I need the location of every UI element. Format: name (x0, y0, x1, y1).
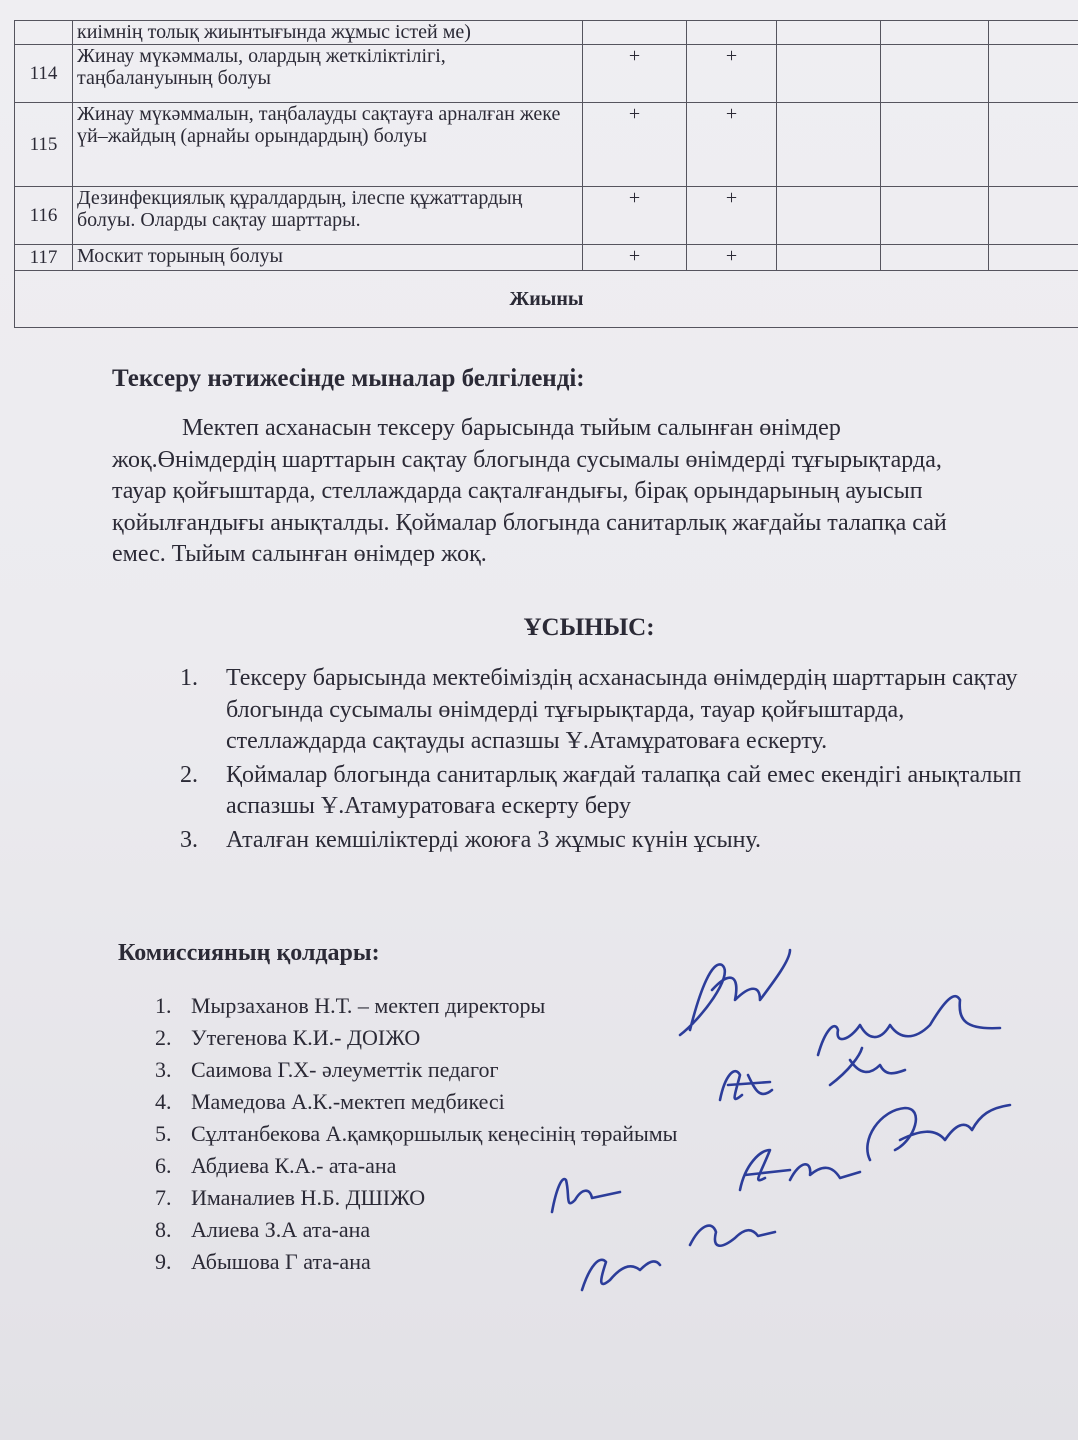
item-number: 3. (180, 826, 198, 853)
item-text: Қоймалар блогында санитарлық жағдай талапқа сай емес екендігі анықталып аспазшы Ұ.Атамуратоваға ескерту беру (226, 761, 1022, 819)
list-item (155, 1022, 875, 1054)
row-mark: + (583, 187, 687, 245)
member-name: Утегенова К.И.- ДОІЖО (191, 1025, 421, 1050)
inspection-table (14, 20, 1078, 328)
item-number: 2. (155, 1025, 172, 1050)
row-mark (989, 103, 1078, 187)
item-number: 2. (180, 761, 198, 788)
row-mark (881, 245, 989, 271)
list-item (155, 1214, 875, 1246)
list-item (155, 1150, 875, 1182)
list-item (155, 1246, 875, 1278)
list-item (180, 760, 1040, 823)
row-mark (583, 21, 687, 45)
table-row (15, 21, 1078, 45)
member-name: Алиева З.А ата-ана (191, 1217, 371, 1242)
item-number: 1. (180, 665, 198, 691)
list-item (155, 990, 875, 1022)
member-name: Саимова Г.Х- әлеуметтік педагог (191, 1057, 499, 1082)
list-item (180, 663, 1040, 758)
item-number: 5. (155, 1121, 172, 1146)
row-number: 116 (15, 187, 73, 245)
table-row (15, 45, 1078, 103)
table-row (15, 103, 1078, 187)
item-number: 1. (155, 993, 172, 1018)
row-mark (687, 21, 777, 45)
row-mark (881, 187, 989, 245)
list-item (180, 825, 1040, 857)
list-item (155, 1182, 875, 1214)
recommendations-heading: ҰСЫНЫС: (523, 614, 655, 641)
row-mark: + (687, 187, 777, 245)
member-name: Мамедова А.К.-мектеп медбикесі (191, 1089, 505, 1114)
row-number: 117 (15, 245, 73, 271)
table-row (15, 245, 1078, 271)
row-mark: + (687, 45, 777, 103)
signature-mark (867, 1105, 1010, 1160)
item-number: 8. (155, 1217, 172, 1242)
findings-heading: Тексеру нәтижесінде мыналар белгіленді: (112, 365, 585, 392)
member-name: Абышова Г ата-ана (191, 1249, 371, 1274)
signatures-heading: Комиссияның қолдары: (118, 940, 380, 966)
item-text: Тексеру барысында мектебіміздің асханасында өнімдердің шарттарын сақтау блогында сусымалы өнімдерді тұғырықтарда, тауар қойғыштарда, стеллаждарда сақтауды аспазшы Ұ.Атамұратоваға ескерту. (226, 665, 1018, 754)
row-mark (989, 187, 1078, 245)
row-mark (777, 187, 881, 245)
row-mark (881, 103, 989, 187)
list-item (155, 1054, 875, 1086)
row-mark (989, 21, 1078, 45)
recommendations-list (180, 663, 1040, 858)
row-mark (777, 45, 881, 103)
list-item (155, 1118, 875, 1150)
item-text: Аталған кемшіліктерді жоюға 3 жұмыс күнін ұсыну. (226, 826, 762, 853)
row-mark: + (687, 103, 777, 187)
row-mark (989, 45, 1078, 103)
signatures-list (155, 990, 875, 1278)
row-mark: + (583, 245, 687, 271)
row-mark (777, 103, 881, 187)
row-criterion: Дезинфекциялық құралдардың, ілеспе құжаттардың болуы. Оларды сақтау шарттары. (73, 187, 583, 245)
member-name: Мырзаханов Н.Т. – мектеп директоры (191, 993, 546, 1018)
item-number: 3. (155, 1057, 172, 1082)
row-criterion: Москит торының болуы (73, 245, 583, 271)
row-criterion: Жинау мүкәммалы, олардың жеткіліктілігі, таңбалануының болуы (73, 45, 583, 103)
member-name: Абдиева К.А.- ата-ана (191, 1153, 397, 1178)
member-name: Сұлтанбекова А.қамқоршылық кеңесінің төрайымы (191, 1121, 678, 1146)
row-mark: + (583, 45, 687, 103)
row-number (15, 21, 73, 45)
row-mark (777, 245, 881, 271)
table-row (15, 187, 1078, 245)
row-number: 114 (15, 45, 73, 103)
total-label: Жиыны (15, 271, 1078, 328)
row-mark (881, 21, 989, 45)
row-mark: + (687, 245, 777, 271)
row-mark: + (583, 103, 687, 187)
list-item (155, 1086, 875, 1118)
item-number: 7. (155, 1185, 172, 1210)
member-name: Иманалиев Н.Б. ДШІЖО (191, 1185, 426, 1210)
row-criterion: киімнің толық жиынтығында жұмыс істей ме) (73, 21, 583, 45)
item-number: 9. (155, 1249, 172, 1274)
row-number: 115 (15, 103, 73, 187)
item-number: 4. (155, 1089, 172, 1114)
row-criterion: Жинау мүкәммалын, таңбалауды сақтауға арналған жеке үй–жайдың (арнайы орындардың) болуы (73, 103, 583, 187)
row-mark (777, 21, 881, 45)
total-row (15, 271, 1078, 328)
row-mark (989, 245, 1078, 271)
item-number: 6. (155, 1153, 172, 1178)
row-mark (881, 45, 989, 103)
findings-paragraph: Мектеп асханасын тексеру барысында тыйым салынған өнімдер жоқ.Өнімдердің шарттарын сақтау блогында сусымалы өнімдерді тұғырықтарда, тауар қойғыштарда, стеллаждарда сақталғандығы, бірақ орындарының ауысып қойылғандығы анықталды. Қоймалар блогында санитарлық жағдайы талапқа сай емес. Тыйым салынған өнімдер жоқ. (112, 415, 947, 567)
